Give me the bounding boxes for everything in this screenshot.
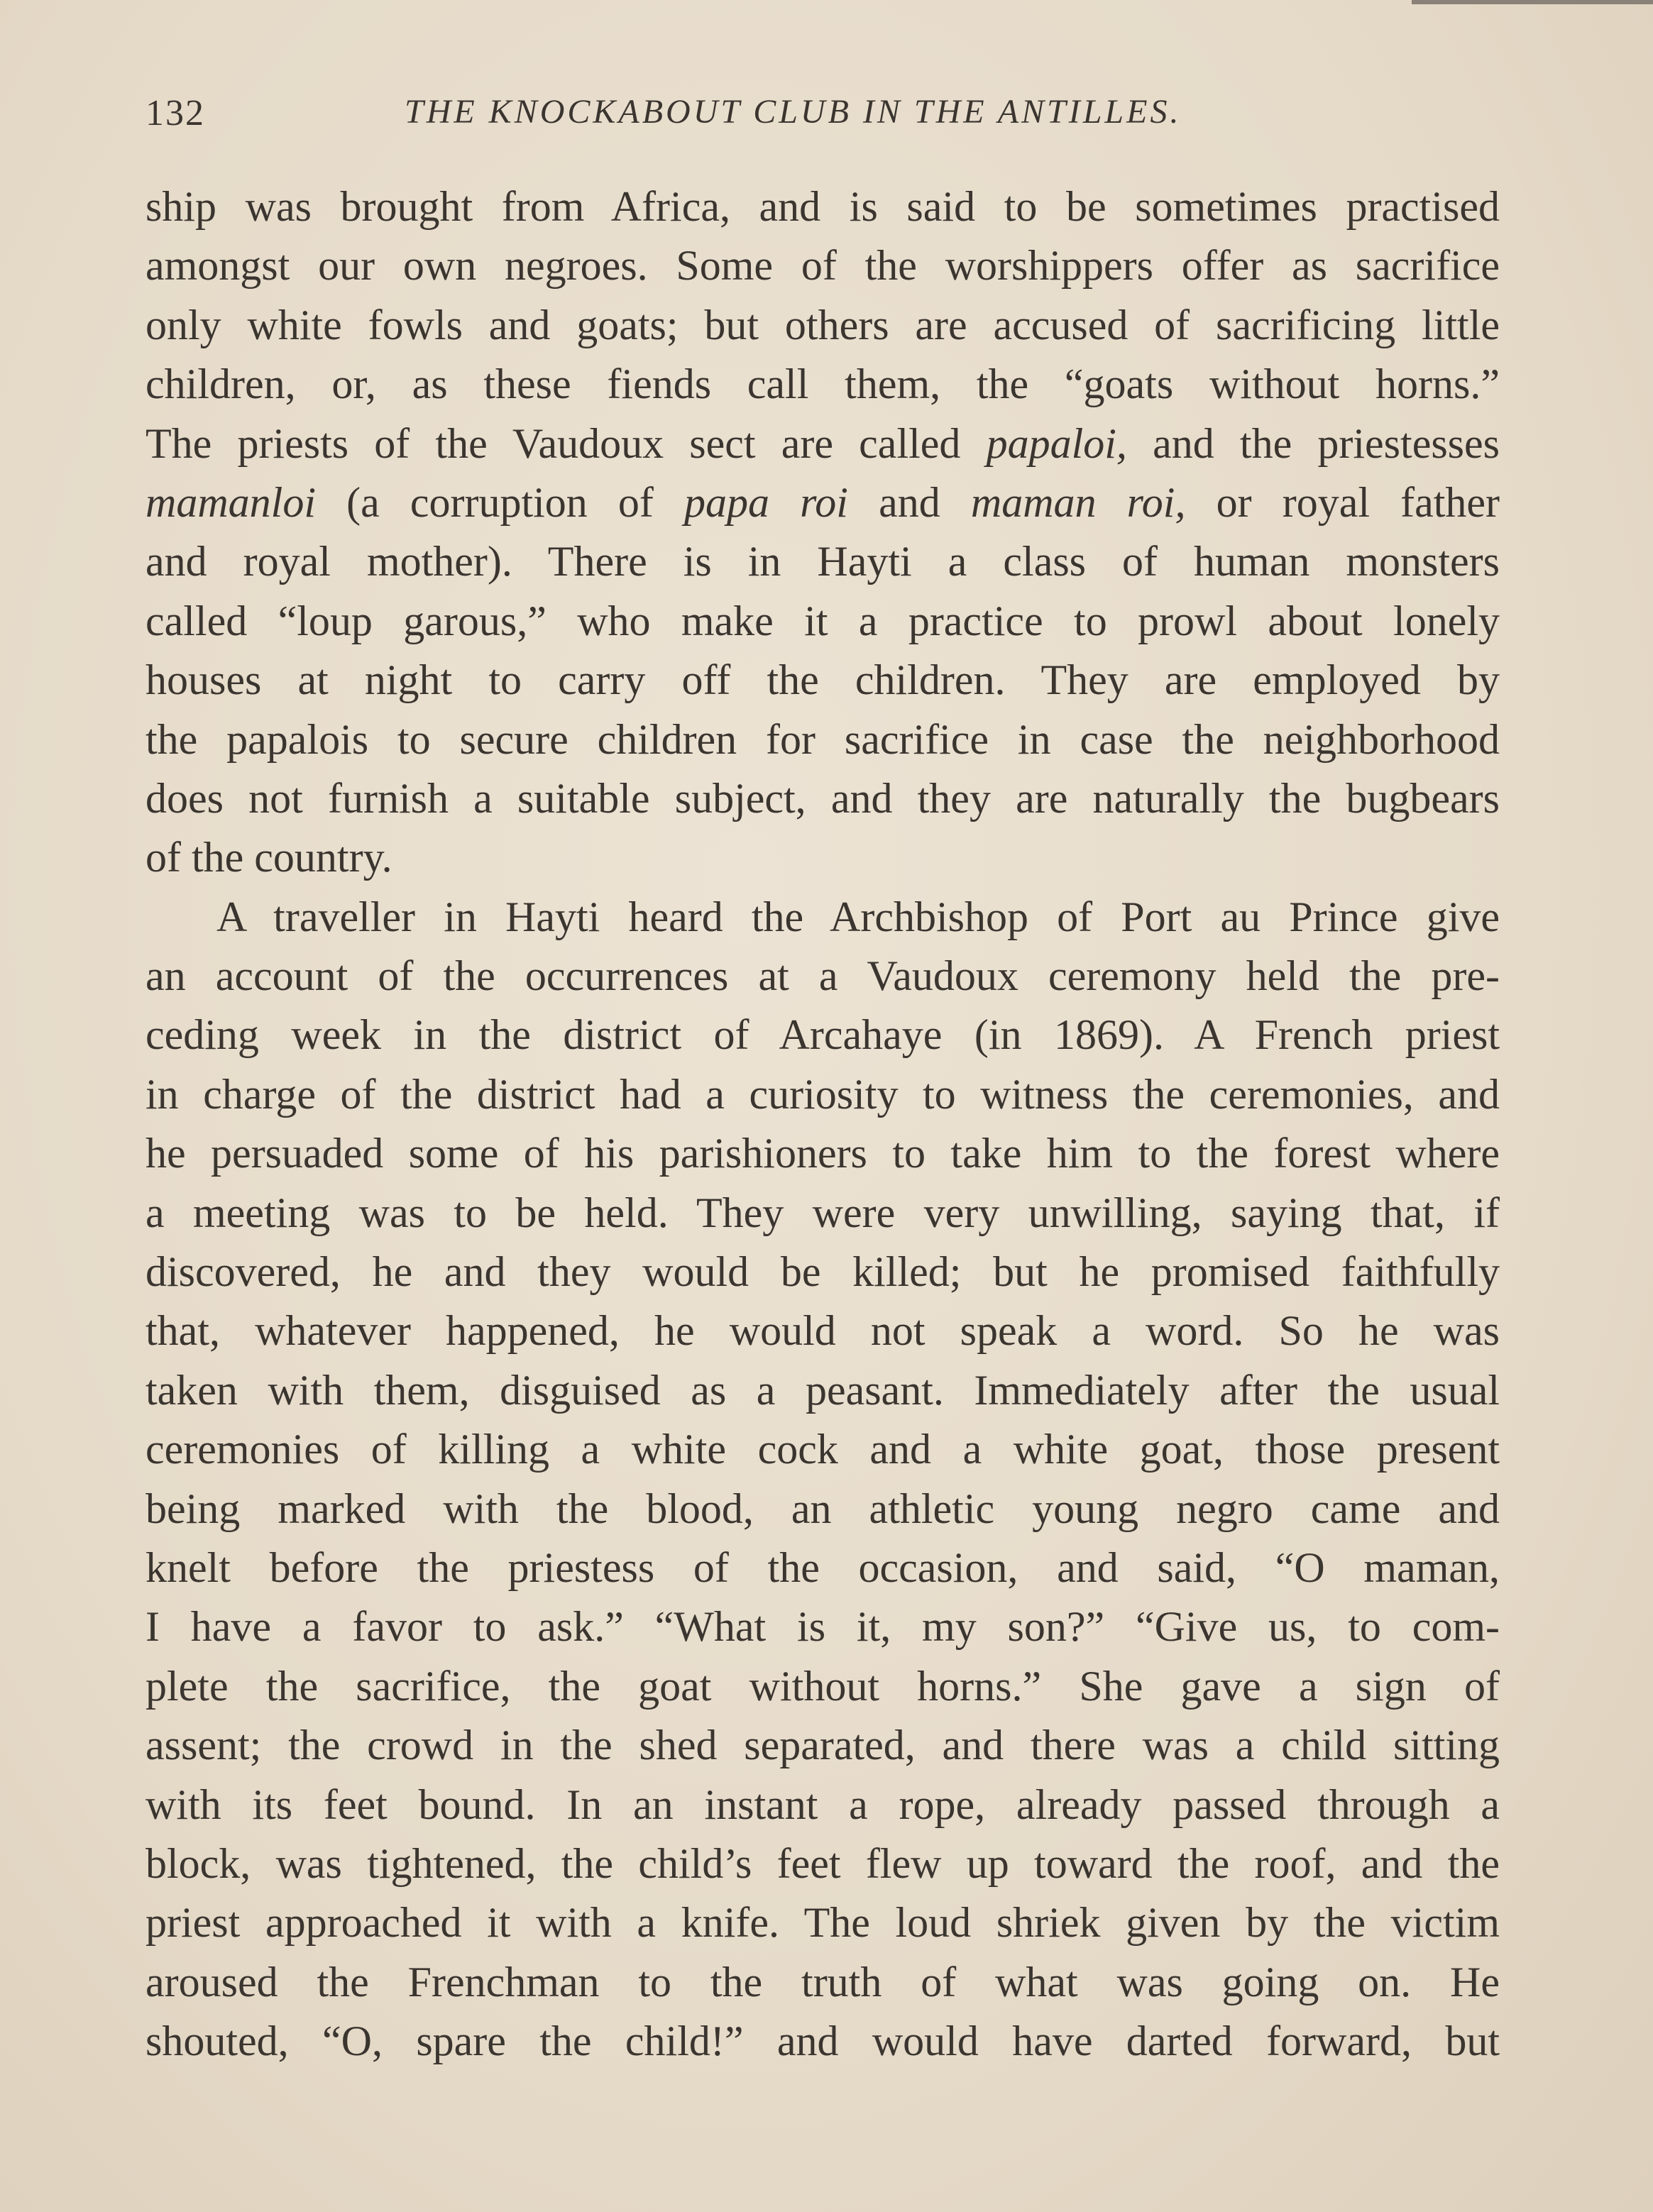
text-line: discovered, he and they would be killed; but he promised faithfully xyxy=(145,1248,1500,1296)
text-line: ceremonies of killing a white cock and a white goat, those present xyxy=(145,1426,1500,1473)
paragraph-1 xyxy=(145,177,1500,888)
text-line: block, was tightened, the child’s feet flew up toward the roof, and the xyxy=(145,1839,1500,1887)
italic-term: maman roi, xyxy=(970,478,1186,526)
text-line: of the country. xyxy=(145,834,392,881)
text-line: that, whatever happened, he would not speak a word. So he was xyxy=(145,1307,1500,1355)
text-line: I have a favor to ask.” “What is it, my son?” “Give us, to com- xyxy=(145,1603,1500,1651)
text-line: and royal mother). There is in Hayti a class of human monsters xyxy=(145,538,1500,585)
text-line: an account of the occurrences at a Vaudoux ceremony held the pre- xyxy=(145,952,1500,1000)
text-line: a meeting was to be held. They were very unwilling, saying that, if xyxy=(145,1189,1500,1236)
page-number: 132 xyxy=(145,93,205,133)
text-line: ceding week in the district of Arcahaye (in 1869). A French priest xyxy=(145,1011,1500,1059)
text-line: taken with them, disguised as a peasant. Immediately after the usual xyxy=(145,1366,1500,1414)
text-line: plete the sacrifice, the goat without horns.” She gave a sign of xyxy=(145,1662,1500,1710)
text-line: the papalois to secure children for sacrifice in case the neighborhood xyxy=(145,715,1500,763)
text-line: assent; the crowd in the shed separated, and there was a child sitting xyxy=(145,1722,1500,1769)
text-segment: or royal father xyxy=(1185,478,1500,526)
text-line: shouted, “O, spare the child!” and would have darted forward, but xyxy=(145,2018,1500,2065)
text-line: priest approached it with a knife. The loud shriek given by the victim xyxy=(145,1899,1500,1947)
paragraph-2 xyxy=(145,888,1500,2071)
text-line xyxy=(145,414,1500,473)
text-line: being marked with the blood, an athletic young negro came and xyxy=(145,1485,1500,1532)
text-line: with its feet bound. In an instant a rope, already passed through a xyxy=(145,1781,1500,1828)
text-line: called “loup garous,” who make it a practice to prowl about lonely xyxy=(145,597,1500,644)
page-edge-rule xyxy=(1412,0,1653,4)
text-line: ship was brought from Africa, and is said to be sometimes practised xyxy=(145,183,1500,230)
italic-term: mamanloi xyxy=(145,478,316,526)
text-segment: and xyxy=(847,478,971,526)
running-title: THE KNOCKABOUT CLUB IN THE ANTILLES. xyxy=(405,93,1182,131)
text-line: A traveller in Hayti heard the Archbishop of Port au Prince give xyxy=(216,893,1500,940)
italic-term: papaloi, xyxy=(986,419,1127,467)
text-line xyxy=(145,473,1500,532)
body-text xyxy=(145,177,1500,2071)
text-segment: The priests of the Vaudoux sect are called xyxy=(145,419,987,467)
text-line: children, or, as these fiends call them, the “goats without horns.” xyxy=(145,361,1500,408)
text-line: in charge of the district had a curiosity to witness the ceremonies, and xyxy=(145,1070,1500,1118)
text-line: aroused the Frenchman to the truth of what was going on. He xyxy=(145,1958,1500,2005)
text-segment: and the priestesses xyxy=(1126,419,1500,467)
page-header xyxy=(145,85,1508,142)
text-line: knelt before the priestess of the occasion, and said, “O maman, xyxy=(145,1544,1500,1591)
italic-term: papa roi xyxy=(684,478,848,526)
text-line: he persuaded some of his parishioners to take him to the forest where xyxy=(145,1130,1500,1177)
text-line: only white fowls and goats; but others are accused of sacrificing little xyxy=(145,301,1500,348)
text-line: amongst our own negroes. Some of the worshippers offer as sacrifice xyxy=(145,242,1500,290)
text-segment: (a corruption of xyxy=(316,478,685,526)
text-line: houses at night to carry off the children. They are employed by xyxy=(145,656,1500,704)
text-line: does not furnish a suitable subject, and they are naturally the bugbears xyxy=(145,774,1500,822)
